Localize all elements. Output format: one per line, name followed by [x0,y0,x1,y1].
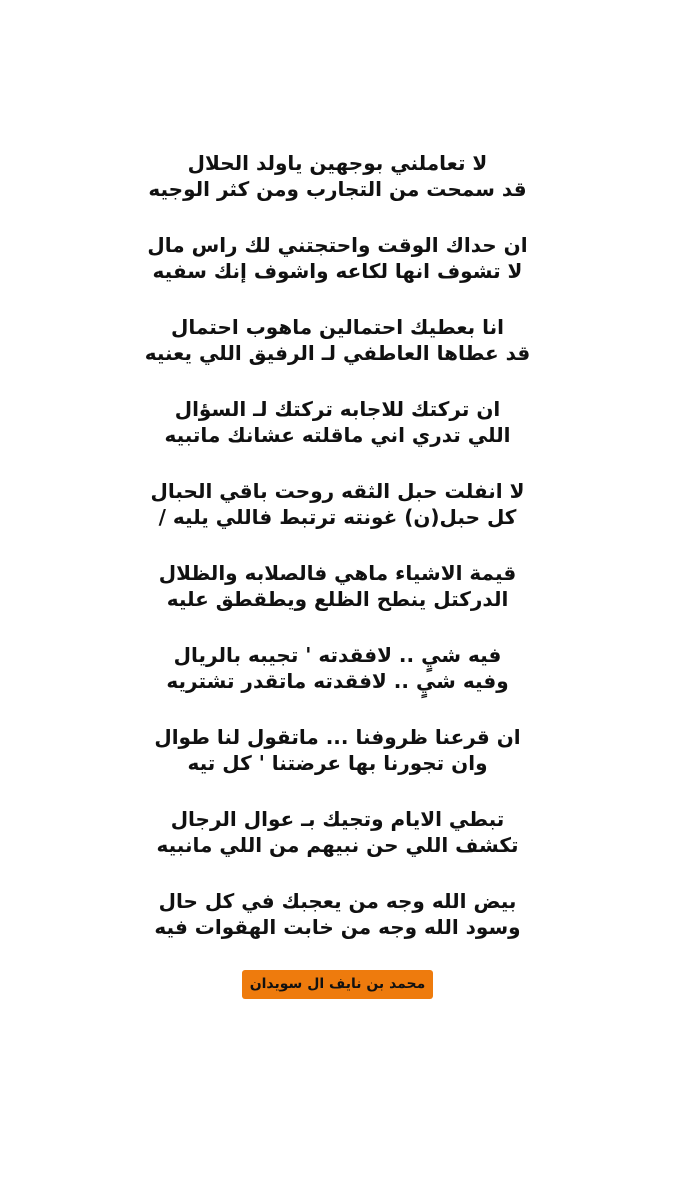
poem-line: قد عطاها العاطفي لـ الرفيق اللي يعنيه [144,341,531,365]
stanza-2 [0,232,675,284]
stanza-9 [0,806,675,858]
stanza-6 [0,560,675,612]
poem-line: قد سمحت من التجارب ومن كثر الوجيه [148,177,527,201]
poem-line: الدركتل ينطح الظلع ويطقطق عليه [166,587,509,611]
stanza-4 [0,396,675,448]
poem-line: اللي تدري اني ماقلته عشانك ماتبيه [164,423,511,447]
stanza-7 [0,642,675,694]
poem-line: تكشف اللي حن نبيهم من اللي مانبيه [156,833,519,857]
poem-line: لا تشوف انها لكاعه واشوف إنك سفيه [152,259,523,283]
poem-line: ان قرعنا ظروفنا ... ماتقول لنا طوال [154,725,521,749]
signature [0,970,675,999]
poem-line: بيض الله وجه من يعجبك في كل حال [158,889,517,913]
poem-line: لا انفلت حبل الثقه روحت باقي الحبال [150,479,525,503]
stanza-8 [0,724,675,776]
poem-line: وفيه شيٍ .. لافقدته ماتقدر تشتريه [166,669,509,693]
stanza-5 [0,478,675,530]
poem-line: فيه شيٍ .. لافقدته ' تجيبه بالريال [173,643,502,667]
poem-line: وسود الله وجه من خابت الهقوات فيه [154,915,521,939]
poem-line: تبطي الايام وتجيك بـ عوال الرجال [170,807,505,831]
stanza-3 [0,314,675,366]
poem-line: كل حبل(ن) غونته ترتبط فاللي يليه / [158,505,517,529]
poem-line: لا تعاملني بوجهين ياولد الحلال [187,151,488,175]
poem-line: وان تجورنا بها عرضتنا ' كل تيه [187,751,488,775]
stanza-10 [0,888,675,940]
poem-line: قيمة الاشياء ماهي فالصلابه والظلال [158,561,517,585]
author-signature-badge: محمد بن نايف ال سويدان [242,970,434,999]
poem-line: انا بعطيك احتمالين ماهوب احتمال [171,315,504,339]
poem-body [0,150,675,970]
poem-line: ان تركتك للاجابه تركتك لـ السؤال [174,397,501,421]
stanza-1 [0,150,675,202]
poem-line: ان حداك الوقت واحتجتني لك راس مال [147,233,528,257]
